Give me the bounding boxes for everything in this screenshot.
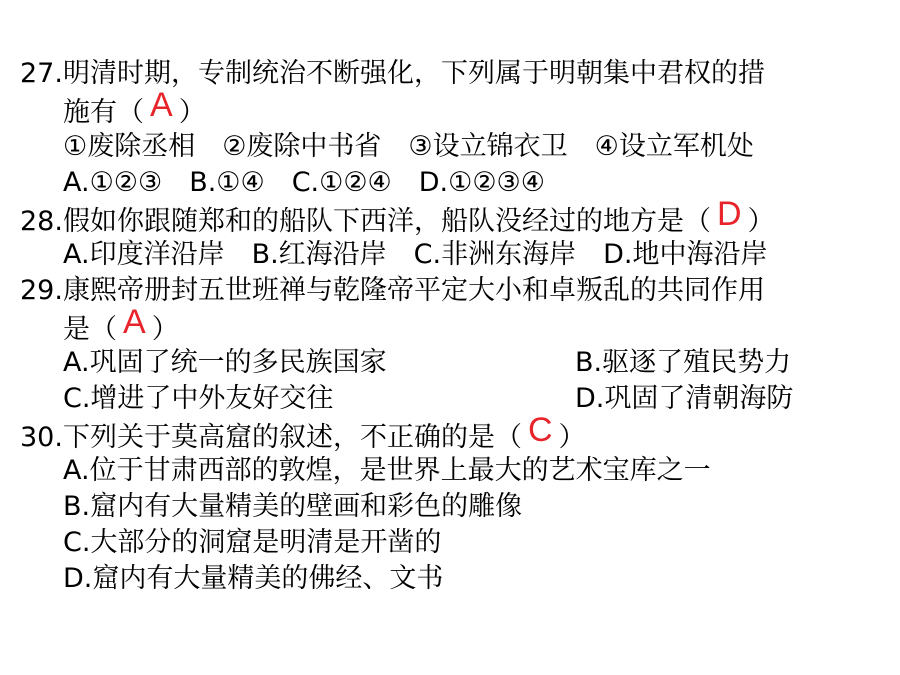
q27-options-line1: ①废除丞相 ②废除中书省 ③设立锦衣卫 ④设立军机处 bbox=[63, 131, 754, 162]
q29-options-row1 bbox=[63, 346, 883, 380]
q27-stem-line1: 27.明清时期，专制统治不断强化，下列属于明朝集中君权的措 bbox=[20, 58, 765, 89]
q30-answer: C bbox=[527, 411, 553, 449]
q29-options-row2 bbox=[63, 382, 883, 416]
q30-option-d: D.窟内有大量精美的佛经、文书 bbox=[63, 563, 444, 594]
q28-options: A.印度洋沿岸 B.红海沿岸 C.非洲东海岸 D.地中海沿岸 bbox=[63, 239, 768, 270]
q28-stem: 28.假如你跟随郑和的船队下西洋，船队没经过的地方是（ D ） bbox=[20, 195, 775, 237]
q27-stem-line2: 施有（ A ） bbox=[63, 86, 206, 128]
q29-stem-line1: 29.康熙帝册封五世班禅与乾隆帝平定大小和卓叛乱的共同作用 bbox=[20, 275, 765, 306]
q30-option-b: B.窟内有大量精美的壁画和彩色的雕像 bbox=[63, 491, 523, 522]
q30-number: 30. bbox=[20, 422, 63, 453]
q27-number: 27. bbox=[20, 58, 63, 89]
q29-option-d: D.巩固了清朝海防 bbox=[575, 383, 794, 414]
q30-option-c: C.大部分的洞窟是明清是开凿的 bbox=[63, 527, 442, 558]
q29-answer: A bbox=[123, 303, 146, 341]
q29-option-b: B.驱逐了殖民势力 bbox=[575, 347, 792, 378]
q27-options-line2: A.①②③ B.①④ C.①②④ D.①②③④ bbox=[63, 167, 545, 198]
q29-option-a: A.巩固了统一的多民族国家 bbox=[63, 347, 387, 378]
q28-number: 28. bbox=[20, 206, 63, 237]
q28-answer: D bbox=[716, 195, 742, 233]
q29-option-c: C.增进了中外友好交往 bbox=[63, 383, 334, 414]
q29-number: 29. bbox=[20, 275, 63, 306]
q30-stem: 30.下列关于莫高窟的叙述，不正确的是（ C ） bbox=[20, 411, 586, 453]
q29-stem-line2: 是（ A ） bbox=[63, 303, 179, 345]
q30-option-a: A.位于甘肃西部的敦煌，是世界上最大的艺术宝库之一 bbox=[63, 455, 711, 486]
q27-answer: A bbox=[150, 86, 173, 124]
